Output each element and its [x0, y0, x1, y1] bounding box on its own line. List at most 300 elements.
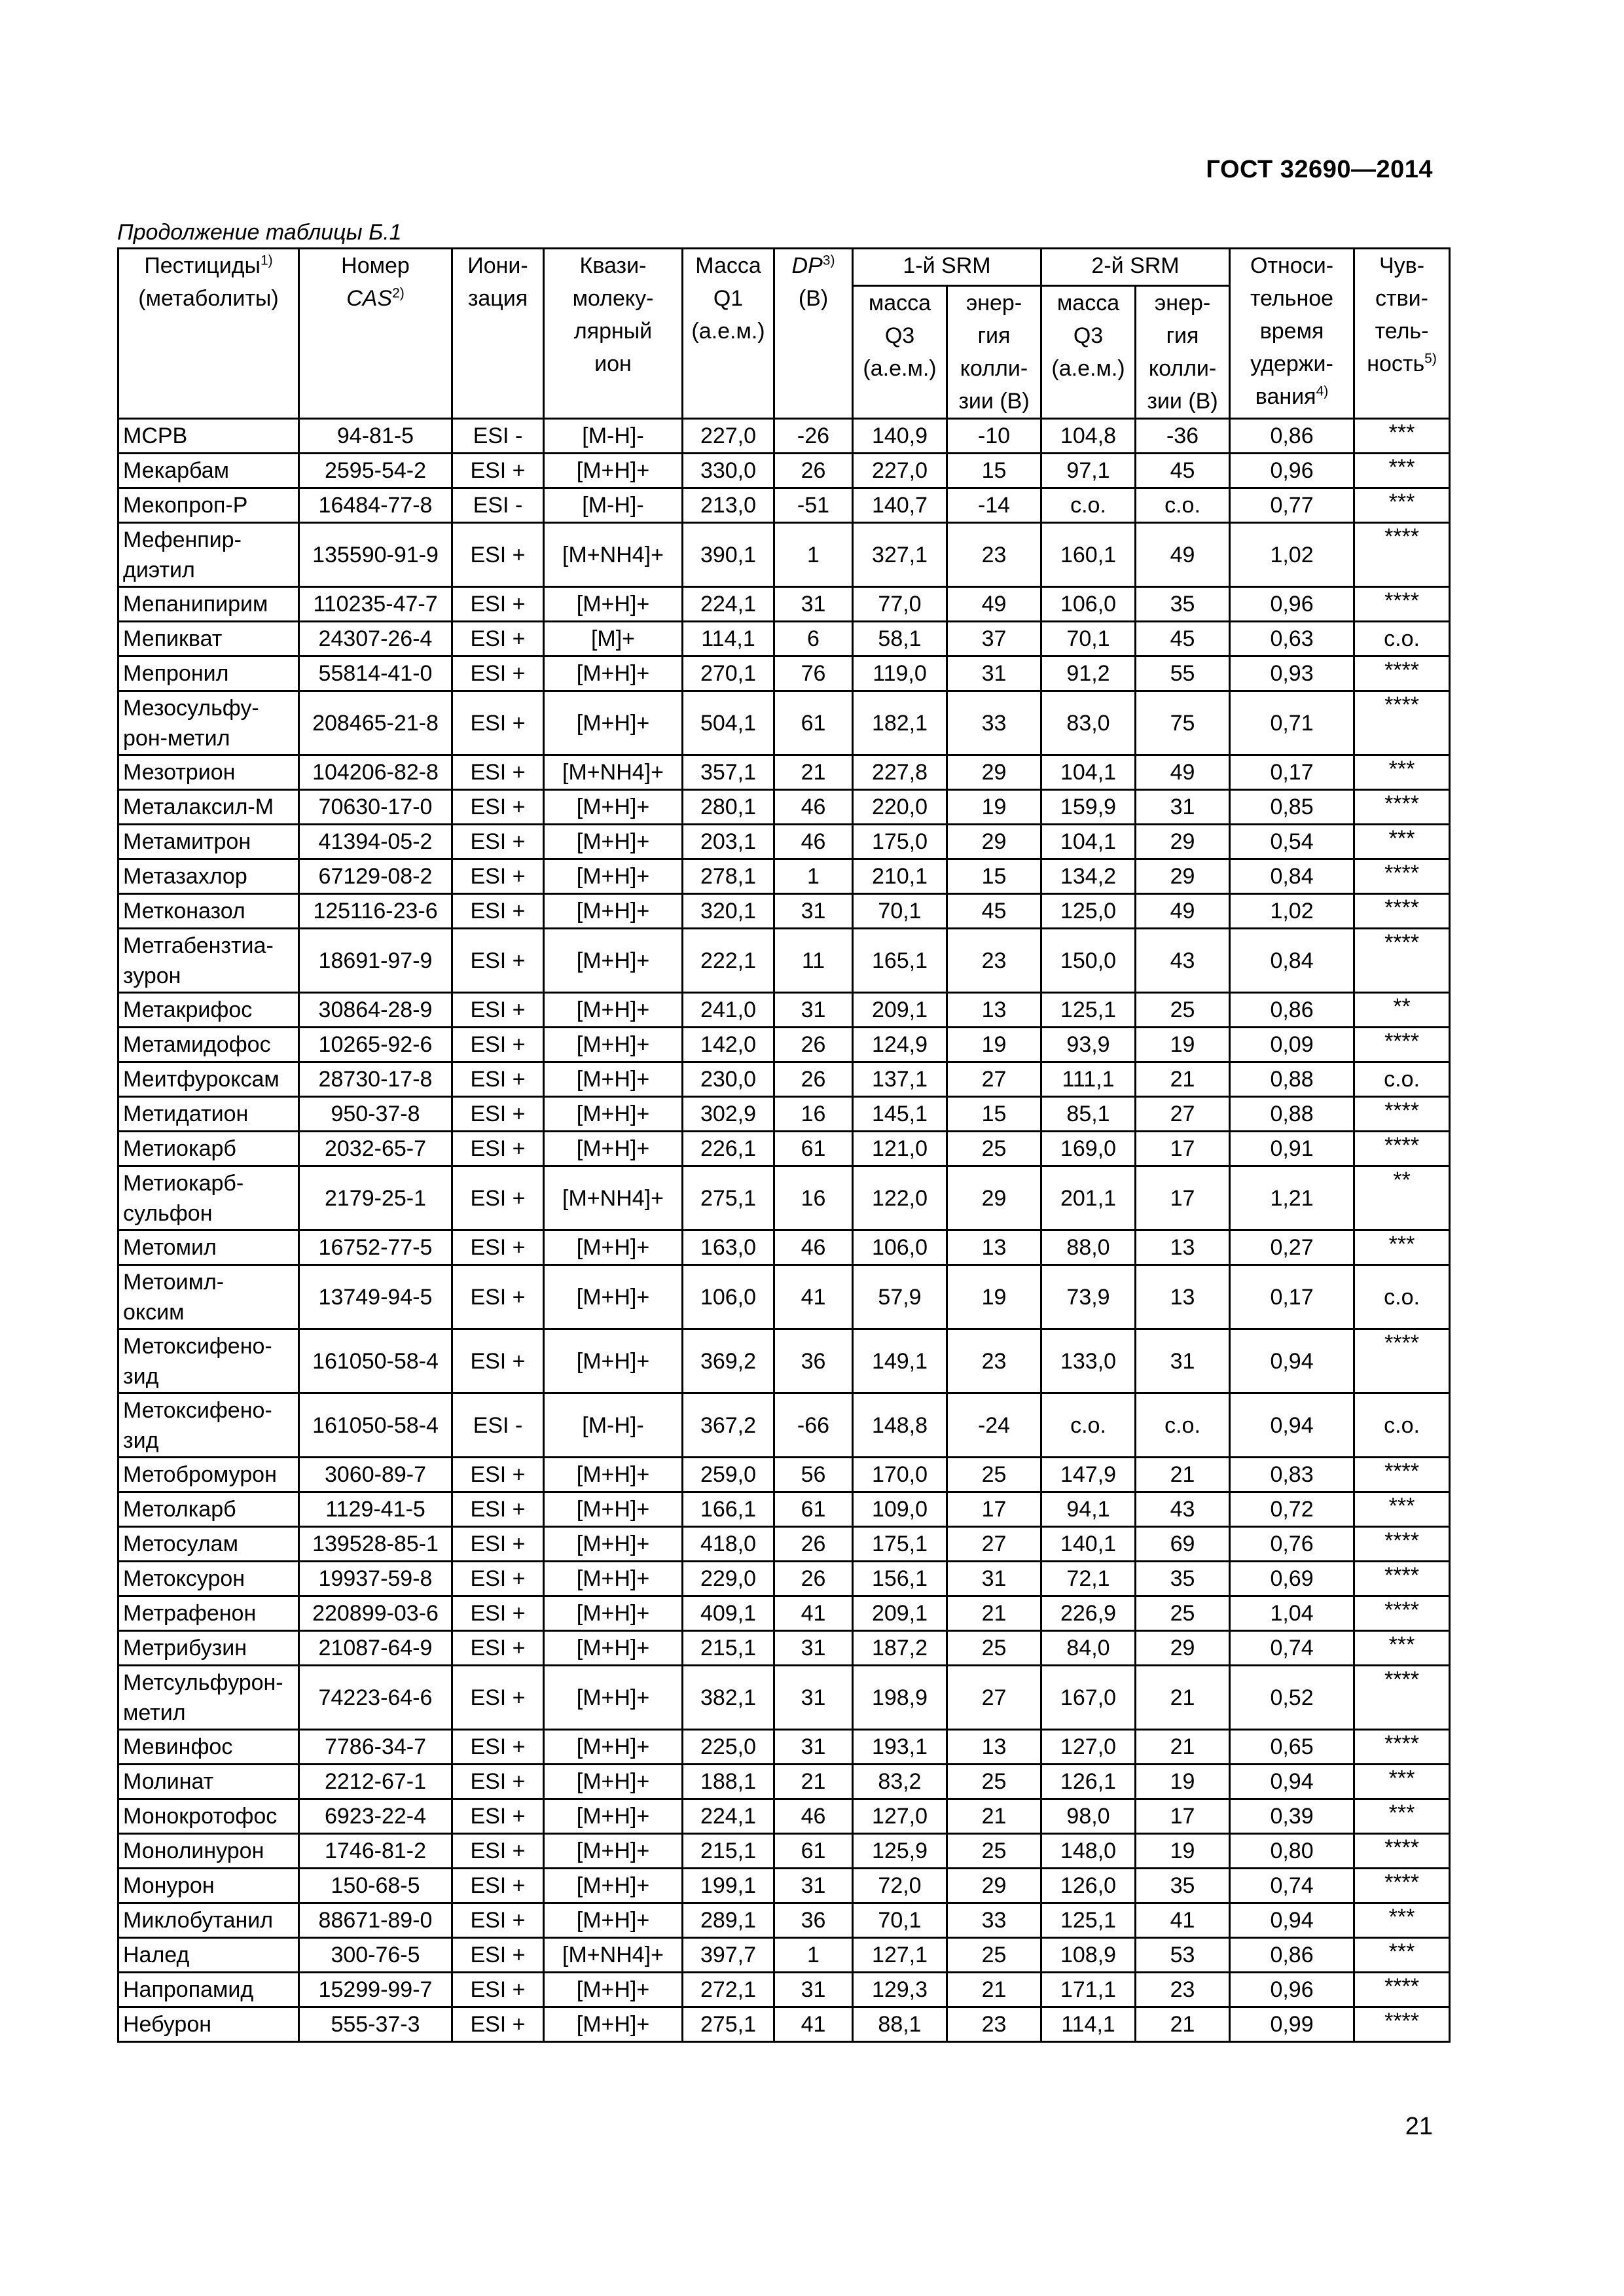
relative-time: 0,88: [1230, 1097, 1354, 1132]
ionization: ESI +: [452, 691, 544, 755]
srm1-energy: 29: [947, 755, 1041, 790]
quasi-ion: [M+H]+: [544, 825, 683, 859]
sensitivity: ****: [1354, 1028, 1450, 1062]
cas-number: 16484-77-8: [299, 488, 452, 523]
dp: 1: [774, 1938, 853, 1973]
srm2-energy: 35: [1136, 1562, 1230, 1596]
table-row: [118, 929, 1450, 993]
quasi-ion: [M+H]+: [544, 894, 683, 929]
sensitivity: ***: [1354, 1230, 1450, 1265]
pesticide-name: Мекарбам: [118, 454, 299, 488]
sensitivity: ***: [1354, 454, 1450, 488]
table-row: [118, 1596, 1450, 1631]
quasi-ion: [M+H]+: [544, 1596, 683, 1631]
ionization: ESI +: [452, 1166, 544, 1230]
cas-number: 13749-94-5: [299, 1265, 452, 1329]
ionization: ESI +: [452, 1869, 544, 1903]
table-row: [118, 1230, 1450, 1265]
sensitivity: ***: [1354, 488, 1450, 523]
table-row: [118, 1028, 1450, 1062]
sensitivity: ****: [1354, 929, 1450, 993]
quasi-ion: [M+H]+: [544, 1062, 683, 1097]
cas-number: 67129-08-2: [299, 859, 452, 894]
srm2-energy: 21: [1136, 2007, 1230, 2042]
pesticide-name: Металаксил-М: [118, 790, 299, 825]
srm1-mass: 58,1: [853, 622, 947, 656]
dp: 31: [774, 1973, 853, 2007]
dp: 1: [774, 523, 853, 587]
srm1-energy: 15: [947, 454, 1041, 488]
srm1-mass: 182,1: [853, 691, 947, 755]
header-pesticides: Пестициды$^{1)}$ (метаболиты): [118, 249, 299, 419]
quasi-ion: [M+H]+: [544, 1265, 683, 1329]
cas-number: 21087-64-9: [299, 1631, 452, 1666]
srm2-mass: 125,1: [1041, 1903, 1136, 1938]
table-row: [118, 1973, 1450, 2007]
cas-number: 30864-28-9: [299, 993, 452, 1028]
quasi-ion: [M+H]+: [544, 1230, 683, 1265]
quasi-ion: [M+H]+: [544, 2007, 683, 2042]
mass-q1: 215,1: [683, 1631, 774, 1666]
srm2-energy: 31: [1136, 790, 1230, 825]
ionization: ESI +: [452, 1730, 544, 1765]
srm2-energy: с.о.: [1136, 1393, 1230, 1458]
srm2-energy: 19: [1136, 1028, 1230, 1062]
sensitivity: ****: [1354, 894, 1450, 929]
table-row: [118, 1527, 1450, 1562]
sensitivity: с.о.: [1354, 622, 1450, 656]
table-row: [118, 1458, 1450, 1492]
srm2-energy: 43: [1136, 1492, 1230, 1527]
pesticide-name: Монокротофос: [118, 1799, 299, 1834]
quasi-ion: [M+H]+: [544, 1765, 683, 1799]
srm2-mass: 171,1: [1041, 1973, 1136, 2007]
table-row: [118, 1631, 1450, 1666]
cas-number: 15299-99-7: [299, 1973, 452, 2007]
srm2-energy: 13: [1136, 1265, 1230, 1329]
table-row: [118, 859, 1450, 894]
relative-time: 0,76: [1230, 1527, 1354, 1562]
quasi-ion: [M+NH4]+: [544, 1938, 683, 1973]
sensitivity: ****: [1354, 656, 1450, 691]
dp: 26: [774, 454, 853, 488]
srm2-energy: 41: [1136, 1903, 1230, 1938]
cas-number: 6923-22-4: [299, 1799, 452, 1834]
dp: -26: [774, 419, 853, 454]
mass-q1: 367,2: [683, 1393, 774, 1458]
ionization: ESI +: [452, 1666, 544, 1730]
srm1-energy: 37: [947, 622, 1041, 656]
srm2-mass: с.о.: [1041, 488, 1136, 523]
relative-time: 0,74: [1230, 1869, 1354, 1903]
srm1-energy: 21: [947, 1973, 1041, 2007]
srm2-energy: -36: [1136, 419, 1230, 454]
cas-number: 2179-25-1: [299, 1166, 452, 1230]
relative-time: 0,74: [1230, 1631, 1354, 1666]
srm1-mass: 70,1: [853, 894, 947, 929]
srm1-mass: 220,0: [853, 790, 947, 825]
mass-q1: 382,1: [683, 1666, 774, 1730]
srm2-energy: 27: [1136, 1097, 1230, 1132]
srm1-energy: 23: [947, 1329, 1041, 1393]
srm2-energy: 25: [1136, 993, 1230, 1028]
dp: 31: [774, 894, 853, 929]
header-dp: DP$^{3)}$ (В): [774, 249, 853, 419]
pesticide-name: MCPB: [118, 419, 299, 454]
pesticide-name: Метоксифено- зид: [118, 1393, 299, 1458]
relative-time: 0,88: [1230, 1062, 1354, 1097]
srm2-mass: 108,9: [1041, 1938, 1136, 1973]
srm2-mass: 226,9: [1041, 1596, 1136, 1631]
mass-q1: 163,0: [683, 1230, 774, 1265]
srm2-energy: 21: [1136, 1730, 1230, 1765]
cas-number: 28730-17-8: [299, 1062, 452, 1097]
ionization: ESI +: [452, 1458, 544, 1492]
srm1-energy: 27: [947, 1527, 1041, 1562]
relative-time: 0,52: [1230, 1666, 1354, 1730]
srm2-mass: 140,1: [1041, 1527, 1136, 1562]
pesticide-name: Метоксифено- зид: [118, 1329, 299, 1393]
srm2-mass: 104,1: [1041, 825, 1136, 859]
header-relative-time: Относи- тельное время удержи- вания$^{4)}$: [1230, 249, 1354, 419]
srm2-mass: 134,2: [1041, 859, 1136, 894]
mass-q1: 280,1: [683, 790, 774, 825]
ionization: ESI +: [452, 790, 544, 825]
mass-q1: 188,1: [683, 1765, 774, 1799]
srm1-energy: 19: [947, 1265, 1041, 1329]
mass-q1: 224,1: [683, 587, 774, 622]
table-row: [118, 454, 1450, 488]
cas-number: 2212-67-1: [299, 1765, 452, 1799]
quasi-ion: [M-H]-: [544, 488, 683, 523]
pesticide-name: Метоимл- оксим: [118, 1265, 299, 1329]
mass-q1: 272,1: [683, 1973, 774, 2007]
srm2-energy: 21: [1136, 1062, 1230, 1097]
ionization: ESI +: [452, 2007, 544, 2042]
sensitivity: ****: [1354, 1527, 1450, 1562]
quasi-ion: [M+H]+: [544, 929, 683, 993]
table-caption: Продолжение таблицы Б.1: [117, 220, 402, 245]
mass-q1: 289,1: [683, 1903, 774, 1938]
cas-number: 104206-82-8: [299, 755, 452, 790]
relative-time: 0,65: [1230, 1730, 1354, 1765]
pesticide-name: Метрибузин: [118, 1631, 299, 1666]
srm2-energy: 31: [1136, 1329, 1230, 1393]
table-row: [118, 523, 1450, 587]
ionization: ESI +: [452, 1230, 544, 1265]
dp: 41: [774, 1265, 853, 1329]
ionization: ESI +: [452, 1265, 544, 1329]
ionization: ESI +: [452, 859, 544, 894]
cas-number: 208465-21-8: [299, 691, 452, 755]
mass-q1: 224,1: [683, 1799, 774, 1834]
dp: 1: [774, 859, 853, 894]
mass-q1: 390,1: [683, 523, 774, 587]
cas-number: 110235-47-7: [299, 587, 452, 622]
table-row: [118, 1097, 1450, 1132]
srm1-energy: 25: [947, 1765, 1041, 1799]
dp: 46: [774, 1230, 853, 1265]
sensitivity: ***: [1354, 1631, 1450, 1666]
srm2-mass: 84,0: [1041, 1631, 1136, 1666]
table-row: [118, 1265, 1450, 1329]
mass-q1: 222,1: [683, 929, 774, 993]
ionization: ESI +: [452, 1132, 544, 1166]
ionization: ESI +: [452, 1562, 544, 1596]
mass-q1: 504,1: [683, 691, 774, 755]
table-row: [118, 691, 1450, 755]
ionization: ESI -: [452, 1393, 544, 1458]
quasi-ion: [M+H]+: [544, 691, 683, 755]
srm1-mass: 148,8: [853, 1393, 947, 1458]
mass-q1: 215,1: [683, 1834, 774, 1869]
srm1-energy: 13: [947, 1730, 1041, 1765]
relative-time: 0,96: [1230, 454, 1354, 488]
sensitivity: с.о.: [1354, 1393, 1450, 1458]
srm2-mass: 126,1: [1041, 1765, 1136, 1799]
srm2-mass: 133,0: [1041, 1329, 1136, 1393]
table-row: [118, 1062, 1450, 1097]
mass-q1: 369,2: [683, 1329, 774, 1393]
srm1-energy: 45: [947, 894, 1041, 929]
mass-q1: 229,0: [683, 1562, 774, 1596]
dp: -51: [774, 488, 853, 523]
page-number: 21: [1405, 2113, 1433, 2140]
srm2-mass: 160,1: [1041, 523, 1136, 587]
srm1-mass: 209,1: [853, 993, 947, 1028]
table-row: [118, 1166, 1450, 1230]
srm2-energy: с.о.: [1136, 488, 1230, 523]
relative-time: 0,77: [1230, 488, 1354, 523]
table-row: [118, 1938, 1450, 1973]
srm2-energy: 17: [1136, 1799, 1230, 1834]
quasi-ion: [M-H]-: [544, 419, 683, 454]
table-row: [118, 894, 1450, 929]
srm2-mass: 98,0: [1041, 1799, 1136, 1834]
table-body: [118, 419, 1450, 2042]
cas-number: 70630-17-0: [299, 790, 452, 825]
srm1-energy: -14: [947, 488, 1041, 523]
srm1-mass: 109,0: [853, 1492, 947, 1527]
table-row: [118, 656, 1450, 691]
srm2-energy: 43: [1136, 929, 1230, 993]
ionization: ESI +: [452, 1799, 544, 1834]
quasi-ion: [M+H]+: [544, 454, 683, 488]
dp: 16: [774, 1097, 853, 1132]
srm2-energy: 21: [1136, 1666, 1230, 1730]
cas-number: 1129-41-5: [299, 1492, 452, 1527]
srm1-energy: 21: [947, 1596, 1041, 1631]
dp: 26: [774, 1028, 853, 1062]
srm2-energy: 55: [1136, 656, 1230, 691]
pesticide-name: Мевинфос: [118, 1730, 299, 1765]
pesticide-name: Мепанипирим: [118, 587, 299, 622]
srm1-mass: 119,0: [853, 656, 947, 691]
srm2-mass: 147,9: [1041, 1458, 1136, 1492]
srm1-mass: 137,1: [853, 1062, 947, 1097]
pesticide-name: Метиокарб: [118, 1132, 299, 1166]
quasi-ion: [M+H]+: [544, 1028, 683, 1062]
table-row: [118, 2007, 1450, 2042]
srm1-energy: 49: [947, 587, 1041, 622]
srm1-energy: 23: [947, 2007, 1041, 2042]
relative-time: 0,83: [1230, 1458, 1354, 1492]
relative-time: 0,84: [1230, 929, 1354, 993]
relative-time: 0,85: [1230, 790, 1354, 825]
srm1-mass: 145,1: [853, 1097, 947, 1132]
srm1-mass: 127,0: [853, 1799, 947, 1834]
relative-time: 0,86: [1230, 993, 1354, 1028]
srm2-mass: 72,1: [1041, 1562, 1136, 1596]
dp: 31: [774, 1730, 853, 1765]
srm1-energy: 25: [947, 1631, 1041, 1666]
srm1-mass: 140,9: [853, 419, 947, 454]
cas-number: 1746-81-2: [299, 1834, 452, 1869]
srm2-mass: 83,0: [1041, 691, 1136, 755]
table-row: [118, 1834, 1450, 1869]
srm1-mass: 124,9: [853, 1028, 947, 1062]
ionization: ESI +: [452, 993, 544, 1028]
quasi-ion: [M+H]+: [544, 1562, 683, 1596]
cas-number: 18691-97-9: [299, 929, 452, 993]
relative-time: 0,27: [1230, 1230, 1354, 1265]
sensitivity: ****: [1354, 859, 1450, 894]
mass-q1: 106,0: [683, 1265, 774, 1329]
relative-time: 1,21: [1230, 1166, 1354, 1230]
srm2-mass: 169,0: [1041, 1132, 1136, 1166]
table-row: [118, 1132, 1450, 1166]
pesticide-name: Небурон: [118, 2007, 299, 2042]
srm1-energy: 19: [947, 790, 1041, 825]
table-row: [118, 1393, 1450, 1458]
ionization: ESI +: [452, 894, 544, 929]
srm1-energy: 23: [947, 523, 1041, 587]
srm1-energy: 23: [947, 929, 1041, 993]
ionization: ESI +: [452, 587, 544, 622]
dp: 61: [774, 691, 853, 755]
ionization: ESI +: [452, 622, 544, 656]
srm1-mass: 106,0: [853, 1230, 947, 1265]
table-row: [118, 1903, 1450, 1938]
srm2-mass: 125,1: [1041, 993, 1136, 1028]
quasi-ion: [M+H]+: [544, 859, 683, 894]
cas-number: 555-37-3: [299, 2007, 452, 2042]
srm1-energy: 15: [947, 1097, 1041, 1132]
table-row: [118, 993, 1450, 1028]
srm2-mass: 94,1: [1041, 1492, 1136, 1527]
srm1-mass: 122,0: [853, 1166, 947, 1230]
sensitivity: ****: [1354, 1834, 1450, 1869]
relative-time: 1,04: [1230, 1596, 1354, 1631]
relative-time: 0,94: [1230, 1393, 1354, 1458]
srm2-energy: 69: [1136, 1527, 1230, 1562]
pesticide-name: Метобромурон: [118, 1458, 299, 1492]
cas-number: 24307-26-4: [299, 622, 452, 656]
pesticide-name: Мепронил: [118, 656, 299, 691]
pesticide-name: Метомил: [118, 1230, 299, 1265]
srm1-mass: 327,1: [853, 523, 947, 587]
sensitivity: ***: [1354, 1765, 1450, 1799]
mass-q1: 230,0: [683, 1062, 774, 1097]
srm1-energy: -10: [947, 419, 1041, 454]
srm1-mass: 156,1: [853, 1562, 947, 1596]
srm2-energy: 23: [1136, 1973, 1230, 2007]
srm2-energy: 49: [1136, 523, 1230, 587]
srm1-mass: 125,9: [853, 1834, 947, 1869]
quasi-ion: [M+H]+: [544, 1730, 683, 1765]
cas-number: 2595-54-2: [299, 454, 452, 488]
srm1-mass: 129,3: [853, 1973, 947, 2007]
srm2-mass: 93,9: [1041, 1028, 1136, 1062]
mass-q1: 320,1: [683, 894, 774, 929]
srm2-energy: 49: [1136, 755, 1230, 790]
srm1-mass: 198,9: [853, 1666, 947, 1730]
relative-time: 0,39: [1230, 1799, 1354, 1834]
table-row: [118, 1869, 1450, 1903]
srm2-mass: 85,1: [1041, 1097, 1136, 1132]
srm1-energy: 31: [947, 1562, 1041, 1596]
dp: 31: [774, 1631, 853, 1666]
srm1-mass: 175,1: [853, 1527, 947, 1562]
srm1-mass: 88,1: [853, 2007, 947, 2042]
table-row: [118, 1329, 1450, 1393]
srm2-mass: с.о.: [1041, 1393, 1136, 1458]
sensitivity: ***: [1354, 1938, 1450, 1973]
cas-number: 94-81-5: [299, 419, 452, 454]
srm2-mass: 125,0: [1041, 894, 1136, 929]
srm1-energy: 33: [947, 1903, 1041, 1938]
relative-time: 0,94: [1230, 1765, 1354, 1799]
header-srm1: 1-й SRM: [853, 249, 1041, 286]
dp: 21: [774, 1765, 853, 1799]
mass-q1: 203,1: [683, 825, 774, 859]
quasi-ion: [M+H]+: [544, 1458, 683, 1492]
quasi-ion: [M+H]+: [544, 1666, 683, 1730]
sensitivity: ****: [1354, 1458, 1450, 1492]
srm2-energy: 49: [1136, 894, 1230, 929]
table-row: [118, 587, 1450, 622]
ionization: ESI +: [452, 1938, 544, 1973]
srm1-energy: 19: [947, 1028, 1041, 1062]
quasi-ion: [M]+: [544, 622, 683, 656]
srm2-mass: 114,1: [1041, 2007, 1136, 2042]
sensitivity: ***: [1354, 1903, 1450, 1938]
relative-time: 0,94: [1230, 1329, 1354, 1393]
cas-number: 88671-89-0: [299, 1903, 452, 1938]
dp: -66: [774, 1393, 853, 1458]
table-row: [118, 790, 1450, 825]
srm1-energy: 29: [947, 825, 1041, 859]
quasi-ion: [M+H]+: [544, 1492, 683, 1527]
sensitivity: ****: [1354, 587, 1450, 622]
sensitivity: с.о.: [1354, 1062, 1450, 1097]
srm2-mass: 167,0: [1041, 1666, 1136, 1730]
dp: 31: [774, 993, 853, 1028]
dp: 61: [774, 1492, 853, 1527]
dp: 76: [774, 656, 853, 691]
pesticide-name: Мекопроп-Р: [118, 488, 299, 523]
srm1-energy: 27: [947, 1062, 1041, 1097]
sensitivity: с.о.: [1354, 1265, 1450, 1329]
quasi-ion: [M+NH4]+: [544, 523, 683, 587]
dp: 26: [774, 1062, 853, 1097]
relative-time: 0,96: [1230, 1973, 1354, 2007]
ionization: ESI +: [452, 1765, 544, 1799]
quasi-ion: [M+NH4]+: [544, 1166, 683, 1230]
srm1-mass: 193,1: [853, 1730, 947, 1765]
header-srm2-energy: энер- гия колли- зии (В): [1136, 286, 1230, 419]
pesticide-name: Метазахлор: [118, 859, 299, 894]
